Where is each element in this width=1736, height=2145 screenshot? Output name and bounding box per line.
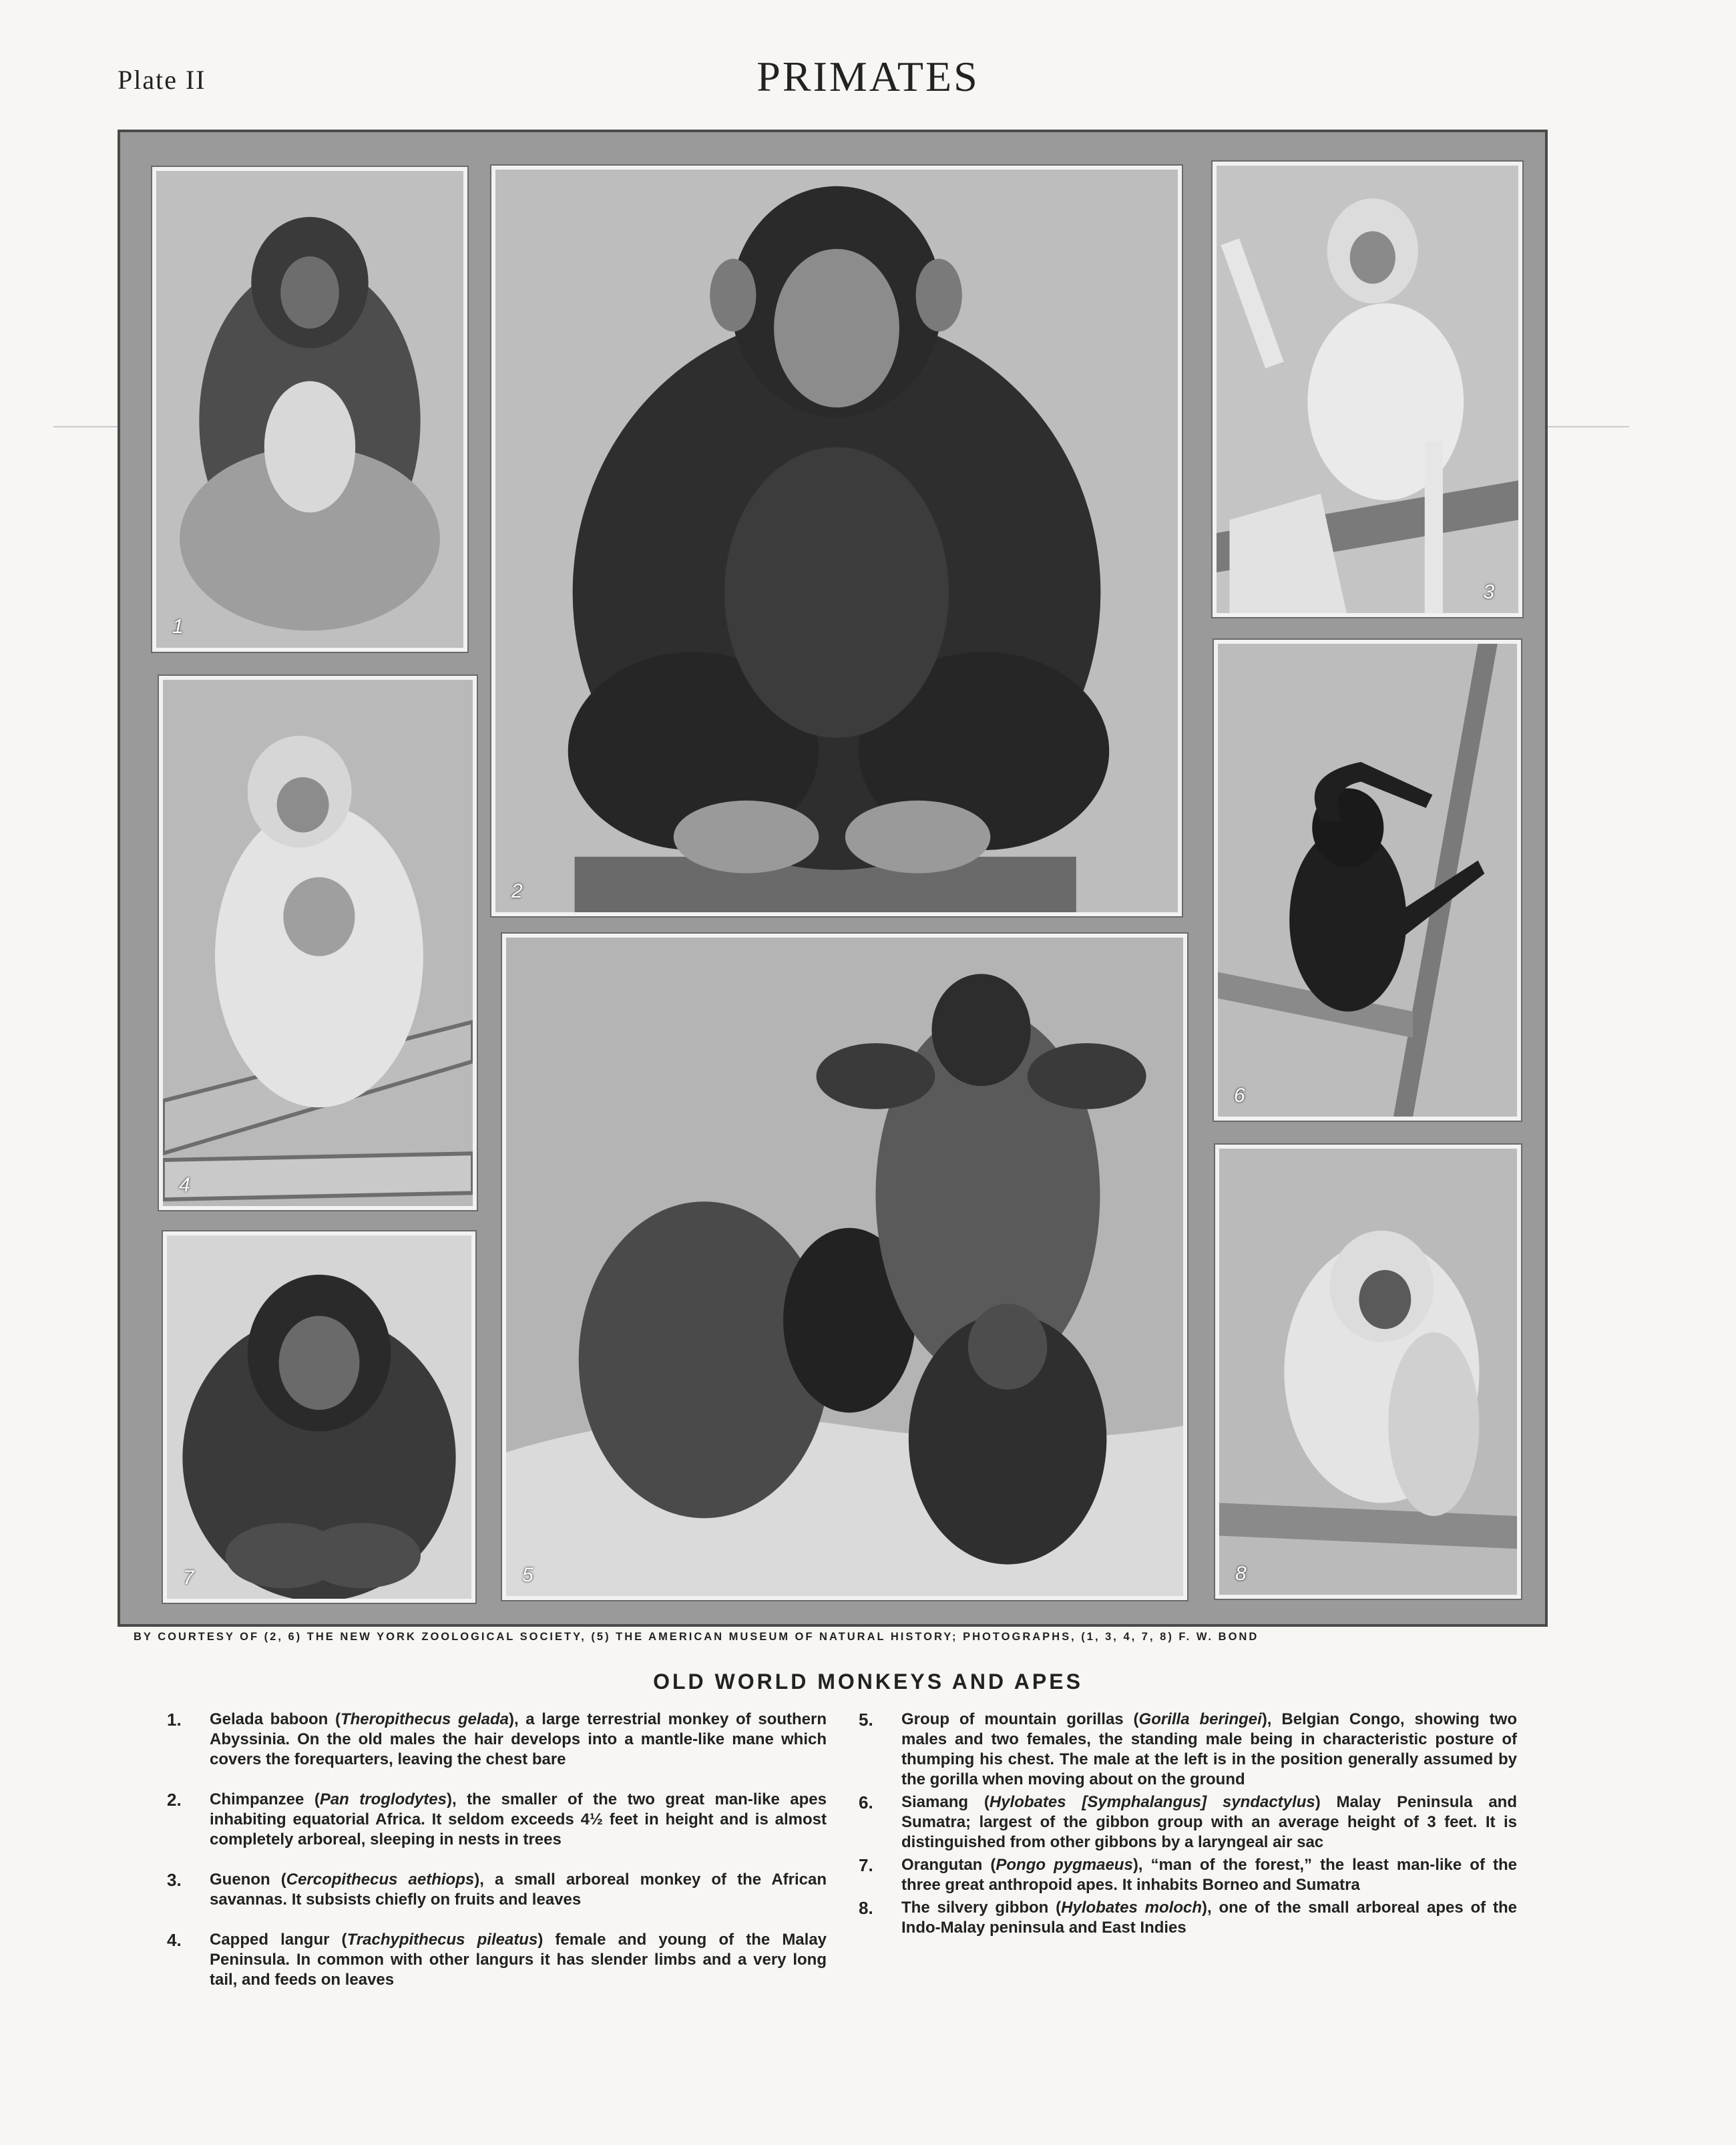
caption-text: ) female and young of the Malay Peninsula. In common with other langurs it has slender limbs and a very long tail, and feeds on leaves bbox=[210, 1931, 827, 1989]
scientific-name: Gorilla beringei bbox=[1138, 1710, 1262, 1728]
scientific-name: Hylobates moloch bbox=[1061, 1899, 1203, 1917]
captions-left-column bbox=[167, 1710, 827, 2010]
caption-number: 4. bbox=[167, 1930, 182, 1950]
photo-credit: BY COURTESY OF (2, 6) THE NEW YORK ZOOLOGICAL SOCIETY, (5) THE AMERICAN MUSEUM OF NATURAL HISTORY; PHOTOGRAPHS, (1, 3, 4, 7, 8) F. W. BOND bbox=[134, 1631, 1259, 1643]
caption-number: 2. bbox=[167, 1790, 182, 1810]
photo-gelada-baboon bbox=[152, 167, 467, 652]
caption-text: Group of mountain gorillas ( bbox=[901, 1710, 1139, 1728]
caption-number: 6. bbox=[859, 1792, 873, 1812]
caption-text: Capped langur ( bbox=[210, 1931, 347, 1949]
capped-langur-image bbox=[163, 680, 473, 1206]
photo-number: 8 bbox=[1235, 1563, 1247, 1585]
caption-text: Guenon ( bbox=[210, 1871, 286, 1889]
caption-text: ), the smaller of the two great man-like apes inhabiting equatorial Africa. It seldom exceeds 4½ feet in height and is almost completely arboreal, sleeping in nests in trees bbox=[210, 1790, 827, 1848]
photo-number: 1 bbox=[172, 616, 184, 638]
photo-number: 6 bbox=[1234, 1085, 1245, 1107]
guenon-image bbox=[1217, 166, 1518, 613]
caption-text: Siamang ( bbox=[901, 1793, 990, 1811]
caption-text: Chimpanzee ( bbox=[210, 1790, 320, 1808]
caption-item bbox=[167, 1930, 827, 1990]
caption-item bbox=[859, 1792, 1517, 1852]
caption-text: The silvery gibbon ( bbox=[901, 1899, 1062, 1917]
caption-text: ), “man of the forest,” the least man-like of the three great anthropoid apes. It inhabits Borneo and Sumatra bbox=[901, 1856, 1518, 1894]
caption-text: Orangutan ( bbox=[901, 1856, 996, 1874]
section-title: OLD WORLD MONKEYS AND APES bbox=[653, 1670, 1083, 1694]
photo-number: 3 bbox=[1483, 581, 1494, 603]
caption-text: Gelada baboon ( bbox=[210, 1710, 341, 1728]
photo-number: 4 bbox=[179, 1174, 190, 1196]
caption-number: 1. bbox=[167, 1710, 182, 1730]
scientific-name: Hylobates [Symphalangus] syndactylus bbox=[989, 1793, 1315, 1811]
photo-capped-langur bbox=[159, 676, 477, 1210]
photo-gorilla-group bbox=[502, 934, 1187, 1600]
caption-text: ), Belgian Congo, showing two males and two females, the standing male being in characteristic posture of thumping his chest. The male at the left is in the position generally assumed by the gorilla when moving about on the ground bbox=[901, 1710, 1517, 1788]
caption-item bbox=[859, 1710, 1517, 1790]
caption-item bbox=[859, 1898, 1517, 1938]
photo-guenon bbox=[1213, 162, 1522, 617]
caption-text: ) Malay Peninsula and Sumatra; largest of the gibbon group with an average height of 3 feet. It is distinguished from other gibbons by a laryngeal air sac bbox=[901, 1793, 1517, 1851]
caption-text: ), a small arboreal monkey of the African savannas. It subsists chiefly on fruits and leaves bbox=[210, 1871, 827, 1909]
siamang-image bbox=[1218, 644, 1517, 1117]
caption-item bbox=[167, 1790, 827, 1850]
scientific-name: Cercopithecus aethiops bbox=[286, 1871, 475, 1889]
photo-chimpanzee bbox=[491, 166, 1182, 916]
photo-number: 5 bbox=[522, 1564, 533, 1586]
gorilla-group-image bbox=[506, 938, 1183, 1596]
caption-text: ), a large terrestrial monkey of southern Abyssinia. On the old males the hair develops into a mantle-like mane which covers the forequarters, leaving the chest bare bbox=[210, 1710, 827, 1768]
scientific-name: Theropithecus gelada bbox=[340, 1710, 509, 1728]
photo-silvery-gibbon bbox=[1215, 1145, 1521, 1599]
silvery-gibbon-image bbox=[1219, 1149, 1517, 1595]
gelada-baboon-image bbox=[156, 171, 463, 648]
photo-siamang bbox=[1214, 640, 1521, 1121]
scientific-name: Pongo pygmaeus bbox=[996, 1856, 1133, 1874]
orangutan-image bbox=[167, 1235, 471, 1599]
caption-number: 8. bbox=[859, 1898, 873, 1918]
photo-orangutan bbox=[163, 1231, 475, 1603]
chimpanzee-image bbox=[495, 170, 1178, 912]
caption-item bbox=[167, 1870, 827, 1910]
photo-plate bbox=[118, 130, 1548, 1627]
photo-number: 7 bbox=[183, 1567, 194, 1589]
page-title: PRIMATES bbox=[756, 53, 980, 100]
captions-right-column bbox=[859, 1710, 1517, 1958]
caption-item bbox=[859, 1855, 1517, 1895]
scientific-name: Pan troglodytes bbox=[319, 1790, 447, 1808]
caption-number: 3. bbox=[167, 1870, 182, 1890]
caption-item bbox=[167, 1710, 827, 1770]
caption-number: 7. bbox=[859, 1855, 873, 1875]
caption-text: ), one of the small arboreal apes of the Indo-Malay peninsula and East Indies bbox=[901, 1899, 1517, 1937]
photo-number: 2 bbox=[511, 880, 523, 902]
plate-label: Plate II bbox=[118, 65, 206, 95]
scientific-name: Trachypithecus pileatus bbox=[347, 1931, 538, 1949]
caption-number: 5. bbox=[859, 1710, 873, 1730]
